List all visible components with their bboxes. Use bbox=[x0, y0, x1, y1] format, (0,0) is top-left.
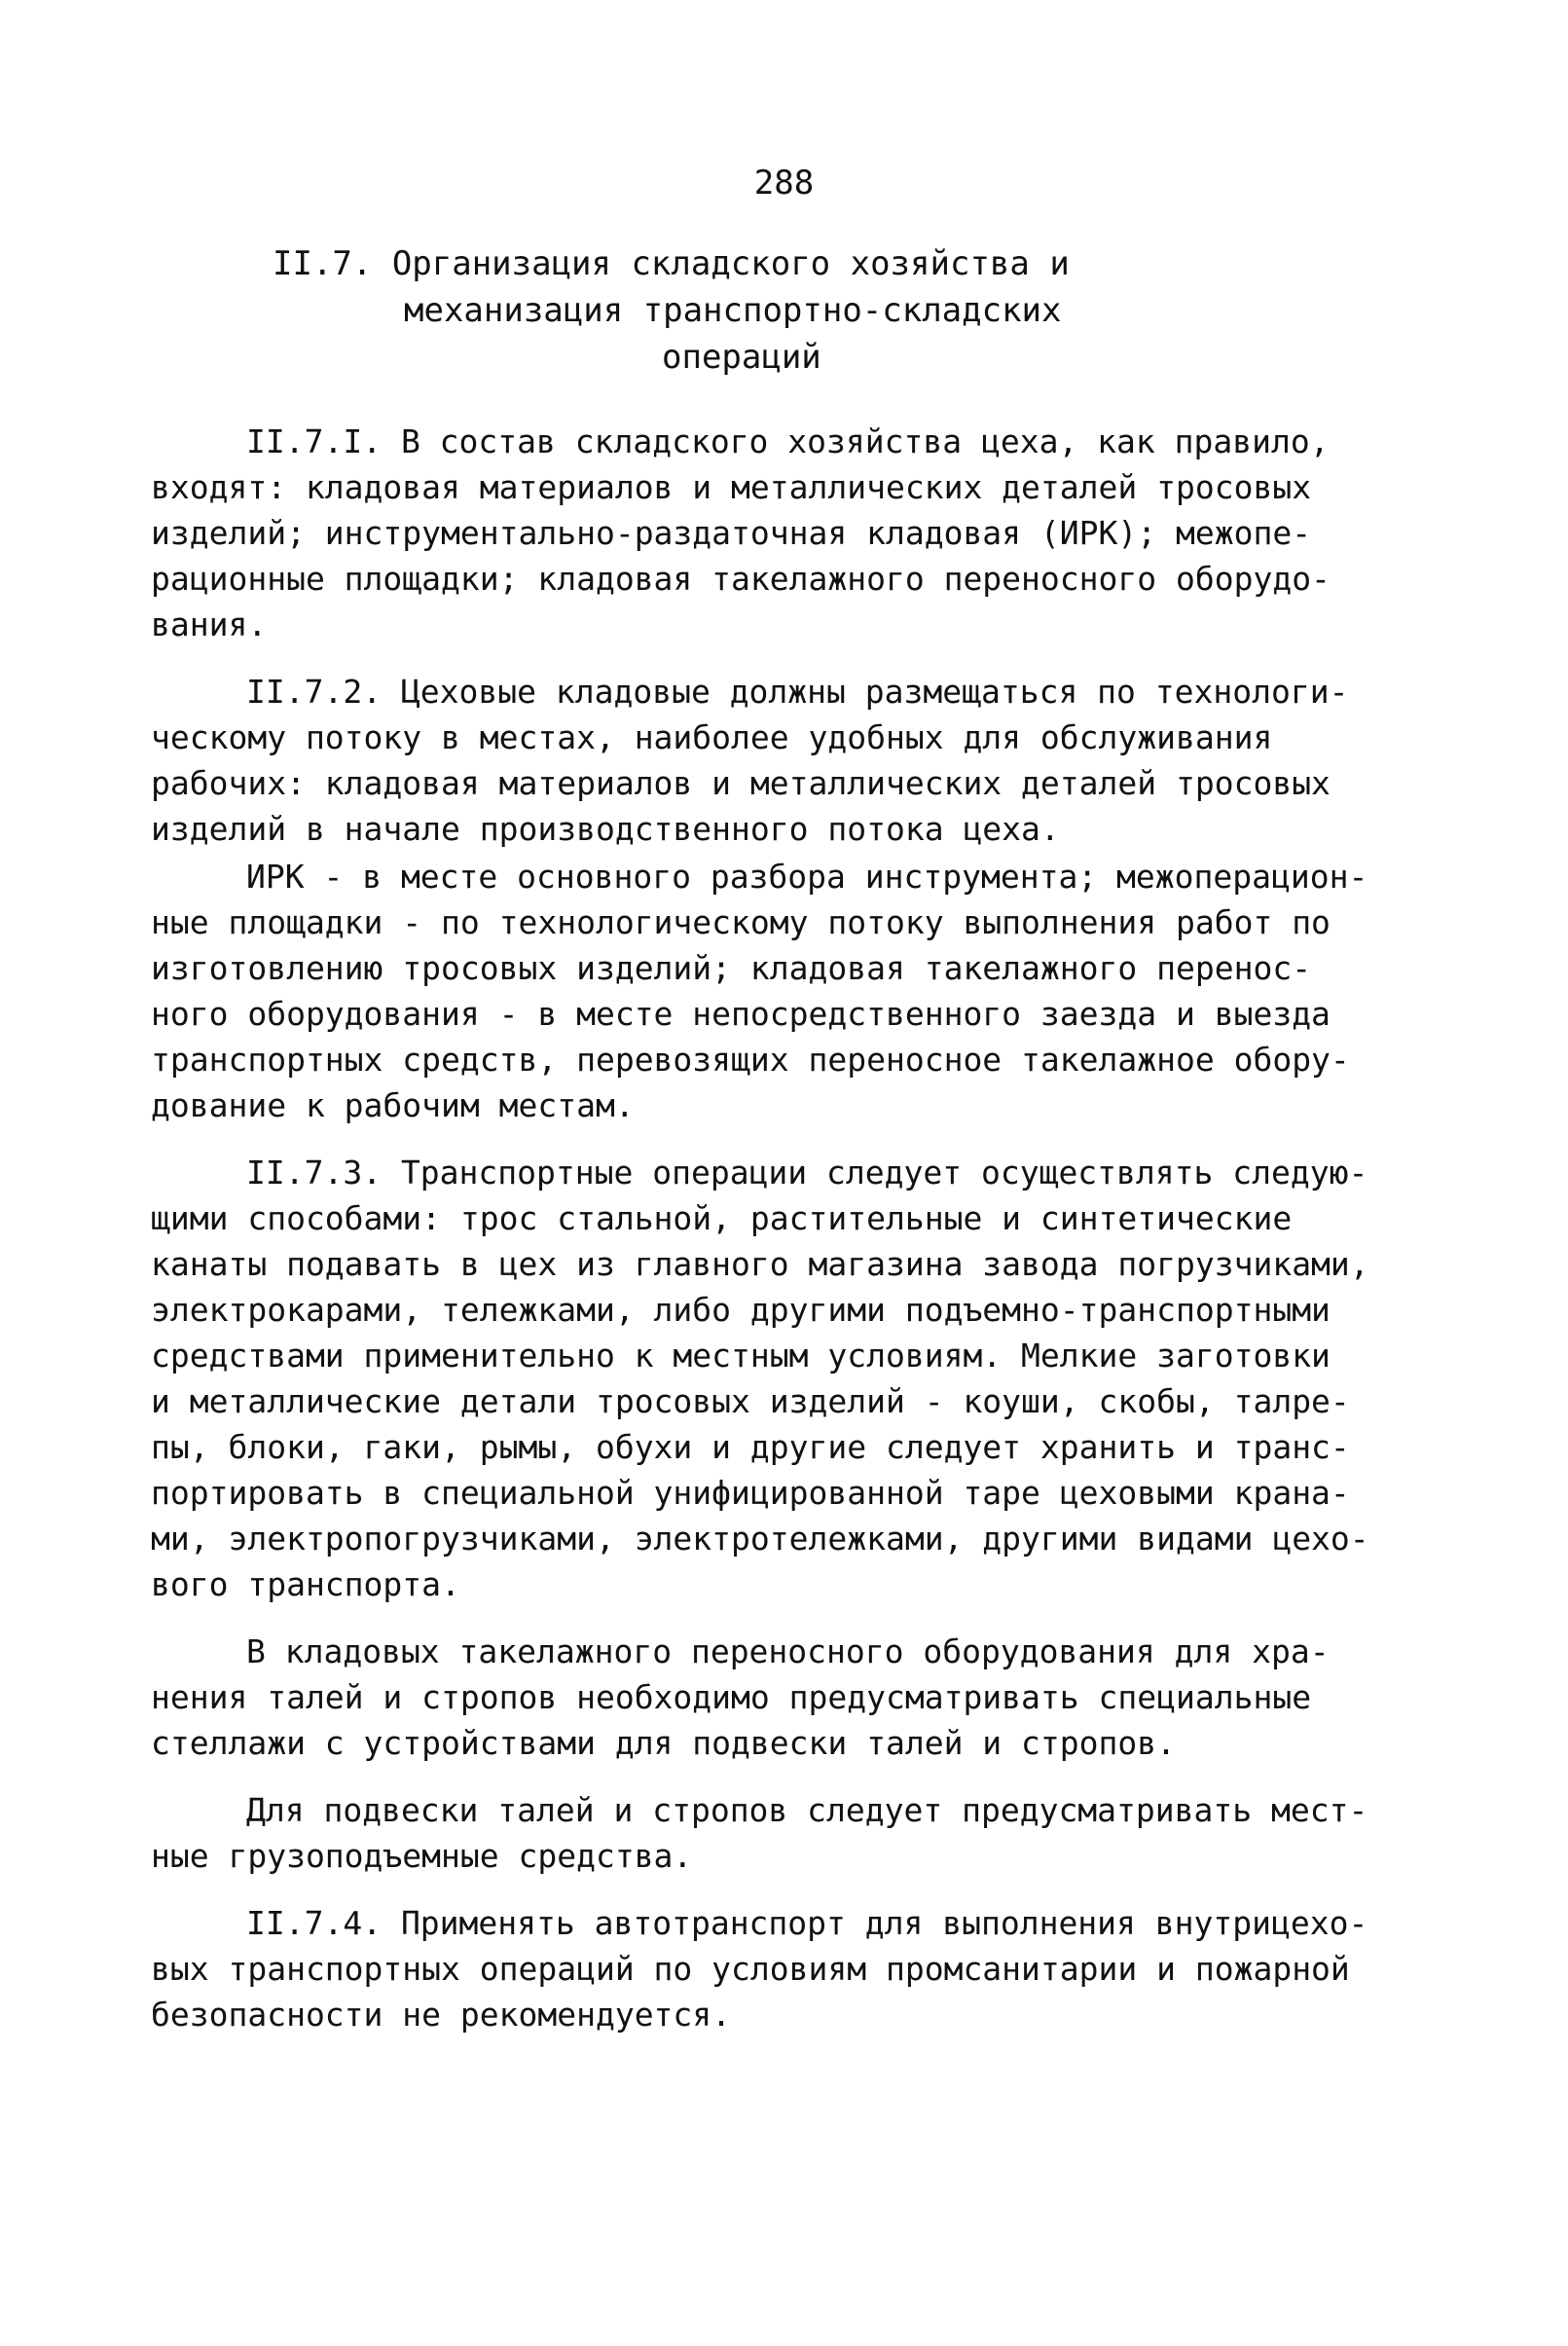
text-line: транспортных средств, перевозящих переносное такелажное обору- bbox=[151, 1041, 1350, 1079]
text-line: средствами применительно к местным условиям. Мелкие заготовки bbox=[151, 1337, 1331, 1375]
text-line: ные грузоподъемные средства. bbox=[151, 1837, 693, 1875]
text-line: рационные площадки; кладовая такелажного переносного оборудо- bbox=[151, 560, 1331, 598]
text-line: ного оборудования - в месте непосредственного заезда и выезда bbox=[151, 995, 1331, 1033]
page-number: 288 bbox=[753, 164, 815, 202]
text-line: стеллажи с устройствами для подвески талей и стропов. bbox=[151, 1724, 1176, 1762]
paragraph-11-7-1 bbox=[151, 419, 1331, 647]
body-text bbox=[151, 419, 1369, 2037]
text-line: Для подвески талей и стропов следует предусматривать мест- bbox=[246, 1791, 1368, 1829]
paragraph-11-7-2 bbox=[151, 669, 1349, 852]
text-line: изделий; инструментально-раздаточная кладовая (ИРК); межопе- bbox=[151, 514, 1312, 552]
text-line: пы, блоки, гаки, рымы, обухи и другие следует хранить и транс- bbox=[151, 1428, 1350, 1466]
paragraph-hoisting bbox=[151, 1787, 1368, 1879]
text-line: и металлические детали тросовых изделий - коуши, скобы, талре- bbox=[151, 1382, 1350, 1420]
text-line: изделий в начале производственного потока цеха. bbox=[151, 810, 1060, 848]
text-line: II.7.4. Применять автотранспорт для выполнения внутрицехо- bbox=[246, 1904, 1368, 1942]
text-line: вых транспортных операций по условиям промсанитарии и пожарной bbox=[151, 1950, 1350, 1988]
text-line: ми, электропогрузчиками, электротележками, другими видами цехо- bbox=[151, 1520, 1369, 1558]
text-line: портировать в специальной унифицированной таре цеховыми крана- bbox=[151, 1474, 1350, 1512]
heading-line: операций bbox=[662, 338, 821, 377]
text-line: вого транспорта. bbox=[151, 1565, 460, 1603]
heading-line: II.7. Организация складского хозяйства и bbox=[273, 244, 1070, 283]
text-line: вания. bbox=[151, 605, 268, 643]
text-line: электрокарами, тележками, либо другими подъемно-транспортными bbox=[151, 1291, 1331, 1329]
text-line: канаты подавать в цех из главного магазина завода погрузчиками, bbox=[151, 1245, 1369, 1283]
text-line: дование к рабочим местам. bbox=[151, 1086, 635, 1124]
paragraph-11-7-3 bbox=[151, 1150, 1369, 1607]
paragraph-storage-rigging bbox=[151, 1629, 1330, 1766]
text-line: ческому потоку в местах, наиболее удобных для обслуживания bbox=[151, 718, 1273, 756]
heading-line: механизация транспортно-складских bbox=[404, 291, 1062, 330]
text-line: входят: кладовая материалов и металлических деталей тросовых bbox=[151, 468, 1312, 506]
paragraph-11-7-4 bbox=[151, 1900, 1368, 2037]
text-line: В кладовых такелажного переносного оборудования для хра- bbox=[246, 1632, 1330, 1670]
text-line: безопасности не рекомендуется. bbox=[151, 1996, 732, 2034]
section-heading bbox=[273, 240, 1246, 381]
text-line: нения талей и стропов необходимо предусматривать специальные bbox=[151, 1678, 1312, 1716]
text-line: II.7.2. Цеховые кладовые должны размещаться по технологи- bbox=[246, 673, 1349, 711]
text-line: щими способами: трос стальной, растительные и синтетические bbox=[151, 1199, 1293, 1237]
text-line: изготовлению тросовых изделий; кладовая такелажного перенос- bbox=[151, 949, 1312, 987]
text-line: рабочих: кладовая материалов и металлических деталей тросовых bbox=[151, 764, 1331, 802]
text-line: ИРК - в месте основного разбора инструмента; межоперацион- bbox=[246, 858, 1368, 896]
paragraph-irk bbox=[151, 854, 1368, 1128]
text-line: II.7.I. В состав складского хозяйства цеха, как правило, bbox=[246, 422, 1330, 460]
text-line: II.7.3. Транспортные операции следует осуществлять следую- bbox=[246, 1154, 1368, 1191]
text-line: ные площадки - по технологическому потоку выполнения работ по bbox=[151, 903, 1331, 941]
